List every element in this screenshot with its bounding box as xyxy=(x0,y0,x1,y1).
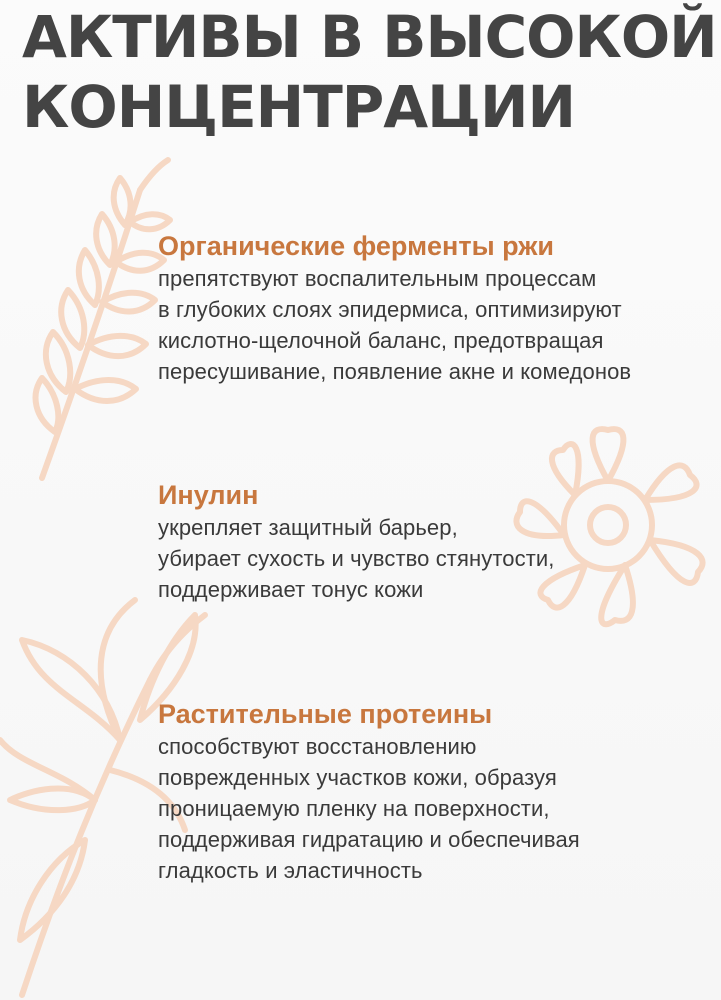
active-inulin xyxy=(158,478,718,605)
description-line: препятствуют воспалительным процессам xyxy=(158,266,597,291)
page-title xyxy=(22,2,717,142)
description-line: в глубоких слоях эпидермиса, оптимизируют xyxy=(158,297,622,322)
active-plant-proteins xyxy=(158,697,718,886)
wheat-ear-illustration xyxy=(36,160,170,478)
description-line: способствуют восстановлению xyxy=(158,734,477,759)
active-heading: Растительные протеины xyxy=(158,699,493,729)
description-line: укрепляет защитный барьер, xyxy=(158,515,458,540)
description-line: пересушивание, появление акне и комедонов xyxy=(158,359,632,384)
active-rye-enzymes xyxy=(158,229,718,387)
description-line: проницаемую пленку на поверхности, xyxy=(158,796,550,821)
description-line: кислотно-щелочной баланс, предотвращая xyxy=(158,328,604,353)
page-title-line-2: КОНЦЕНТРАЦИИ xyxy=(22,73,576,141)
active-description xyxy=(158,512,718,605)
active-heading: Инулин xyxy=(158,480,259,510)
active-heading: Органические ферменты ржи xyxy=(158,231,555,261)
active-description xyxy=(158,731,718,886)
description-line: поддерживая гидратацию и обеспечивая xyxy=(158,827,580,852)
description-line: гладкость и эластичность xyxy=(158,858,423,883)
description-line: поврежденных участков кожи, образуя xyxy=(158,765,557,790)
description-line: поддерживает тонус кожи xyxy=(158,577,424,602)
description-line: убирает сухость и чувство стянутости, xyxy=(158,546,555,571)
active-description xyxy=(158,263,718,387)
page-title-line-1: АКТИВЫ В ВЫСОКОЙ xyxy=(22,3,717,71)
